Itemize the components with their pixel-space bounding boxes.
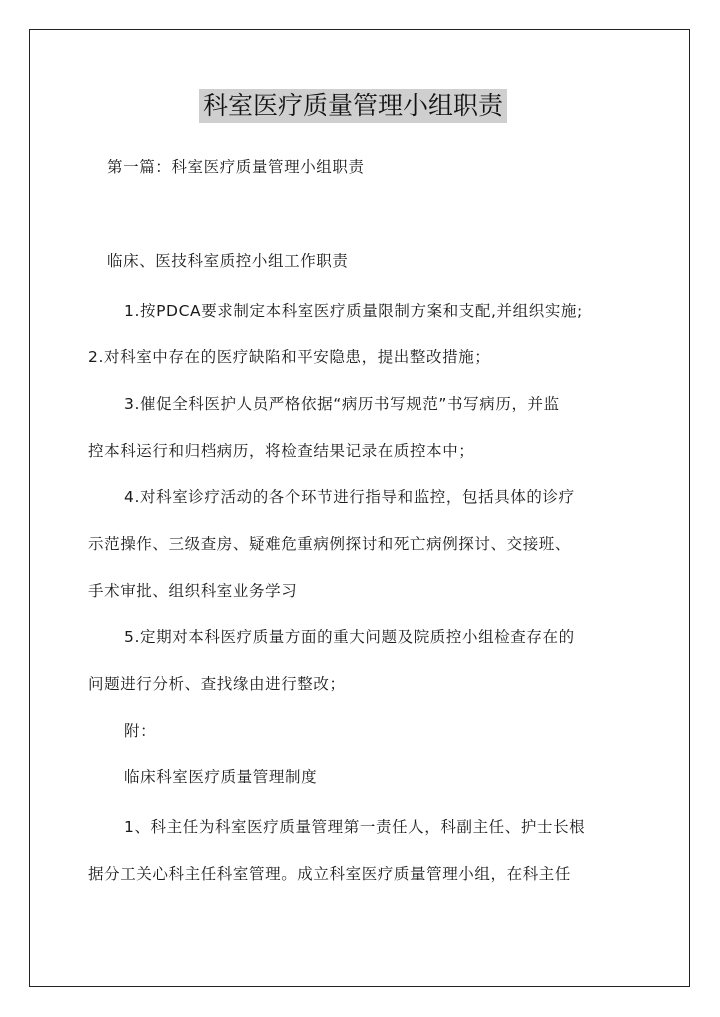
appendix-label: 附： — [124, 722, 157, 740]
document-title: 科室医疗质量管理小组职责 — [199, 89, 507, 123]
paragraph-line: 4.对科室诊疗活动的各个环节进行指导和监控，包括具体的诊疗 — [124, 488, 575, 506]
section-heading: 第一篇：科室医疗质量管理小组职责 — [107, 158, 365, 176]
paragraph-line: 2.对科室中存在的医疗缺陷和平安隐患，提出整改措施； — [88, 348, 491, 366]
paragraph-line: 控本科运行和归档病历，将检查结果记录在质控本中； — [88, 442, 475, 460]
paragraph-line: 1.按PDCA要求制定本科室医疗质量限制方案和支配,并组织实施; — [124, 302, 583, 320]
subsection-heading: 临床科室医疗质量管理制度 — [124, 768, 318, 786]
paragraph-line: 1、科主任为科室医疗质量管理第一责任人，科副主任、护士长根 — [124, 818, 586, 836]
paragraph-line: 3.催促全科医护人员严格依据“病历书写规范”书写病历，并监 — [124, 395, 560, 413]
paragraph-line: 示范操作、三级查房、疑难危重病例探讨和死亡病例探讨、交接班、 — [88, 535, 572, 553]
paragraph-line: 据分工关心科主任科室管理。成立科室医疗质量管理小组，在科主任 — [88, 865, 572, 883]
paragraph-line: 5.定期对本科医疗质量方面的重大问题及院质控小组检查存在的 — [124, 628, 575, 646]
paragraph-line: 问题进行分析、查找缘由进行整改； — [88, 675, 346, 693]
paragraph-line: 手术审批、组织科室业务学习 — [88, 582, 298, 600]
subsection-heading: 临床、医技科室质控小组工作职责 — [107, 252, 349, 270]
